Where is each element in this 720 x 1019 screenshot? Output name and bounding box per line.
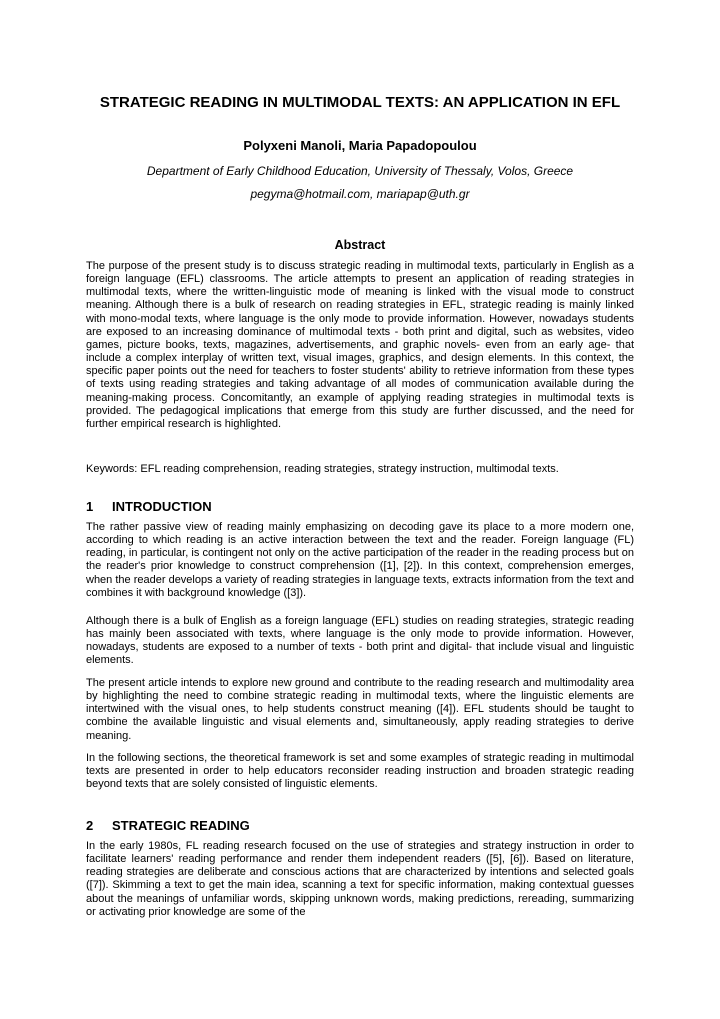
abstract-heading: Abstract (334, 238, 386, 252)
intro-paragraph: Although there is a bulk of English as a foreign language (EFL) studies on reading strategies, strategic reading has mainly been associated with texts, where language is the only mode to provide information. However, nowadays, students are exposed to a number of texts - both print and digital- that include visual and linguistic elements. (86, 615, 634, 667)
author-emails: pegyma@hotmail.com, mariapap@uth.gr (250, 187, 470, 201)
section-title: INTRODUCTION (112, 499, 212, 514)
section-number: 2 (86, 818, 94, 833)
affiliation: Department of Early Childhood Education, University of Thessaly, Volos, Greece (146, 164, 574, 178)
intro-paragraph: In the following sections, the theoretical framework is set and some examples of strategic reading in multimodal texts are presented in order to help educators reconsider reading instruction and broaden strategic reading beyond texts that are solely consisted of linguistic elements. (86, 752, 634, 791)
author-list: Polyxeni Manoli, Maria Papadopoulou (243, 138, 477, 153)
section-heading-introduction (86, 499, 634, 515)
section-number: 1 (86, 499, 94, 514)
abstract-text: The purpose of the present study is to discuss strategic reading in multimodal texts, particularly in English as a foreign language (EFL) classrooms. The article attempts to present an application of reading strategies in multimodal texts, where the written-linguistic mode of meaning is linked with the visual mode to construct meaning. Although there is a bulk of research on reading strategies in EFL, strategic reading is mainly linked with mono-modal texts, where language is the only mode to provide information. However, nowadays students are exposed to an increasing dominance of multimodal texts - both print and digital, such as websites, video games, picture books, texts, magazines, advertisements, and graphic novels- even from an early age- that include a complex interplay of written text, visual images, graphics, and design elements. In this context, the specific paper points out the need for teachers to foster students' ability to retrieve information from these types of texts using reading strategies and taking advantage of all modes of communication available during the meaning-making process. Concomitantly, an example of applying reading strategies in multimodal texts is provided. The pedagogical implications that emerge from this study are further discussed, and the need for further empirical research is highlighted. (86, 260, 634, 430)
intro-paragraph: The rather passive view of reading mainly emphasizing on decoding gave its place to a more modern one, according to which reading is an active interaction between the text and the reader. Foreign language (FL) reading, in particular, is contingent not only on the active participation of the reader in the reading process but on the reader's prior knowledge to construct comprehension ([1], [2]). In this context, comprehension emerges, when the reader develops a variety of reading strategies in language texts, extracts information from the text and combines it with background knowledge ([3]). (86, 521, 634, 599)
strategic-reading-paragraph: In the early 1980s, FL reading research focused on the use of strategies and strategy instruction in order to facilitate learners' reading performance and render them independent readers ([5], [6]). Based on literature, reading strategies are deliberate and conscious actions that are characterized by intentions and selected goals ([7]). Skimming a text to get the main idea, scanning a text for specific information, making contextual guesses about the meanings of unfamiliar words, skipping unknown words, making predictions, rereading, summarizing or activating prior knowledge are some of the (86, 840, 634, 918)
paper-title: STRATEGIC READING IN MULTIMODAL TEXTS: AN APPLICATION IN EFL (99, 94, 621, 111)
section-heading-strategic-reading (86, 818, 634, 834)
section-title: STRATEGIC READING (112, 818, 250, 833)
intro-paragraph: The present article intends to explore new ground and contribute to the reading research and multimodality area by highlighting the need to combine strategic reading in multimodal texts, where the linguistic elements are intertwined with the visual ones, to help students construct meaning ([4]). EFL students should be taught to combine the available linguistic and visual elements and, simultaneously, apply reading strategies to derive meaning. (86, 677, 634, 742)
keywords: Keywords: EFL reading comprehension, reading strategies, strategy instruction, multimodal texts. (86, 463, 559, 475)
